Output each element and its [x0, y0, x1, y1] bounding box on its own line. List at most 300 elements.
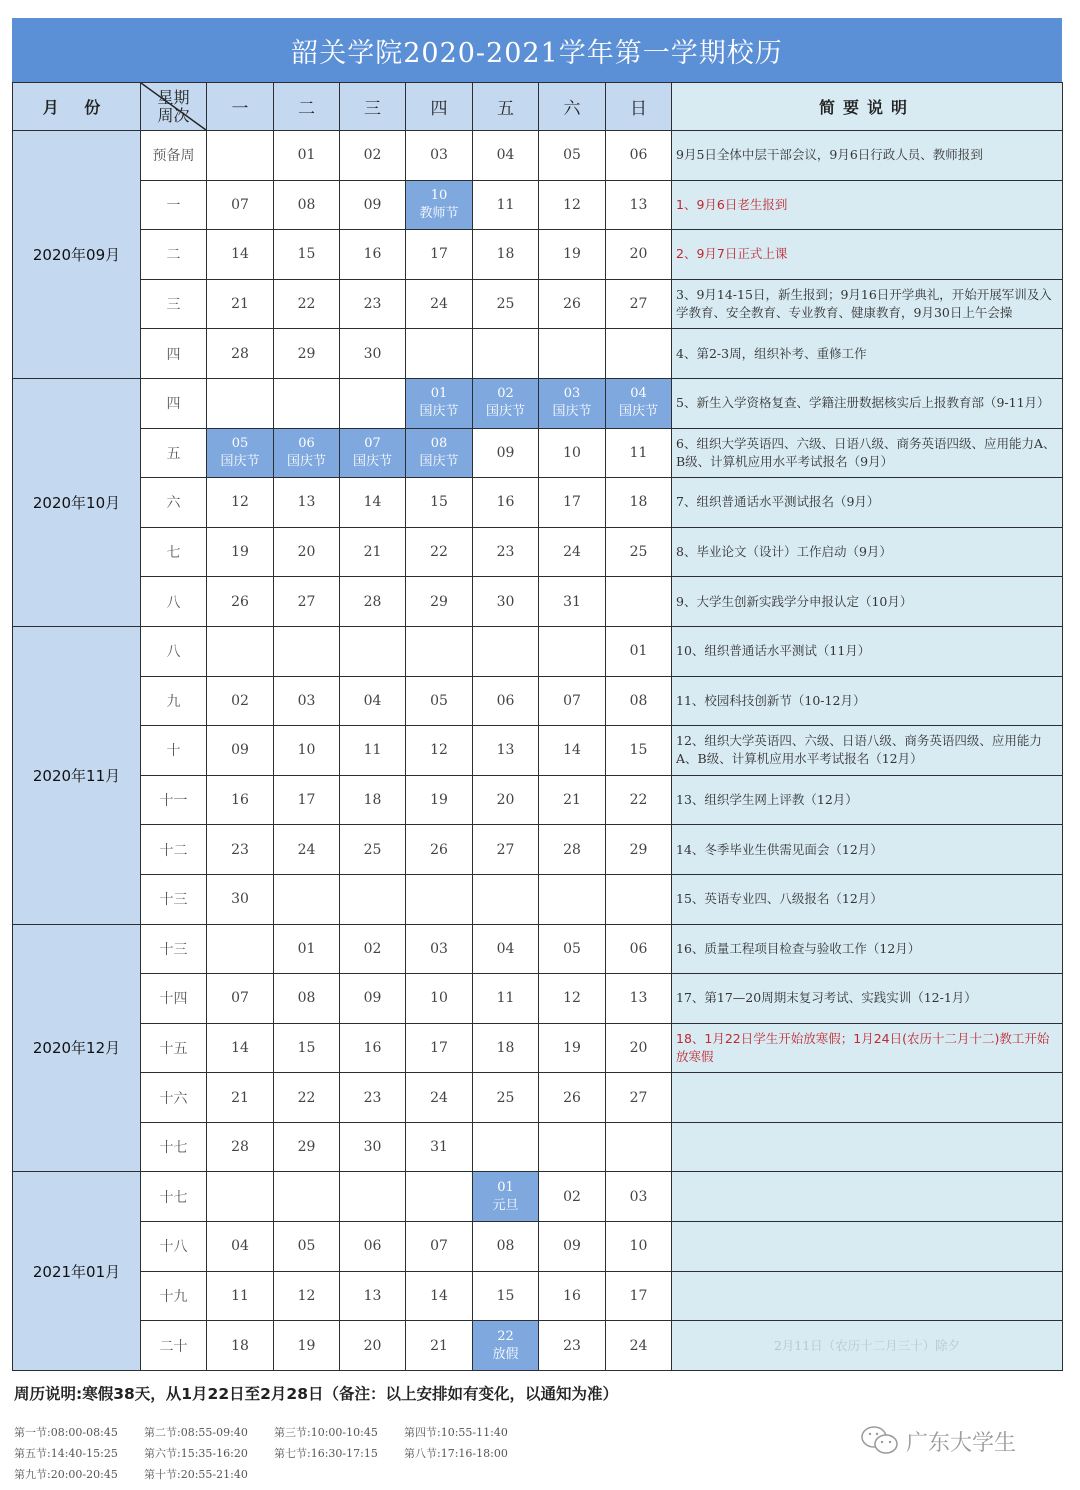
holiday-day-cell — [274, 428, 340, 478]
day-number: 09 — [363, 196, 382, 213]
day-cell — [606, 1122, 672, 1172]
day-cell — [606, 1172, 672, 1222]
day-cell — [606, 626, 672, 676]
header-weekday: 日 — [606, 83, 672, 131]
day-cell — [406, 1321, 473, 1371]
day-cell — [539, 676, 606, 726]
day-number: 17 — [629, 1287, 648, 1304]
day-number: 16 — [563, 1287, 581, 1304]
day-number: 09 — [563, 1238, 581, 1255]
day-number: 24 — [629, 1337, 648, 1354]
week-number: 二十 — [141, 1321, 207, 1371]
day-cell — [539, 924, 606, 974]
day-number: 25 — [363, 841, 382, 858]
header-weekday: 四 — [406, 83, 473, 131]
day-cell — [340, 378, 406, 428]
week-number: 四 — [141, 329, 207, 379]
day-number: 09 — [363, 990, 382, 1007]
day-cell — [606, 131, 672, 181]
day-number: 08 — [297, 196, 316, 213]
day-cell — [539, 527, 606, 577]
week-number: 十八 — [141, 1222, 207, 1272]
day-cell — [539, 428, 606, 478]
day-cell — [274, 378, 340, 428]
day-number: 18 — [496, 246, 515, 263]
week-row — [13, 974, 1063, 1024]
day-number: 09 — [496, 444, 515, 461]
day-cell — [539, 626, 606, 676]
week-number: 十三 — [141, 924, 207, 974]
day-number: 24 — [430, 1089, 448, 1106]
week-row — [13, 577, 1063, 627]
day-cell — [473, 775, 539, 825]
day-number: 01 — [297, 940, 316, 957]
day-cell — [207, 230, 274, 280]
day-cell — [340, 874, 406, 924]
day-number: 03 — [563, 386, 581, 402]
header-month: 月 份 — [13, 83, 141, 131]
header-description: 简要说明 — [672, 83, 1063, 131]
day-number: 06 — [629, 147, 648, 164]
week-row — [13, 131, 1063, 181]
day-number: 18 — [496, 1039, 515, 1056]
holiday-day-cell — [473, 1172, 539, 1222]
class-period: 第二节:08:55-09:40 — [144, 1426, 248, 1439]
day-number: 21 — [430, 1337, 448, 1354]
day-cell — [406, 230, 473, 280]
day-number: 14 — [363, 494, 382, 511]
day-cell — [473, 626, 539, 676]
day-cell — [406, 131, 473, 181]
day-number: 17 — [430, 1039, 448, 1056]
day-number: 24 — [563, 544, 581, 561]
day-cell — [539, 1122, 606, 1172]
week-row — [13, 230, 1063, 280]
day-cell — [274, 1073, 340, 1123]
day-number: 15 — [430, 494, 448, 511]
description-cell: 11、校园科技创新节（10-12月） — [672, 676, 1063, 726]
day-number: 07 — [563, 692, 581, 709]
day-cell — [340, 478, 406, 528]
holiday-day-cell — [340, 428, 406, 478]
day-number: 20 — [629, 1039, 648, 1056]
class-period: 第八节:17:16-18:00 — [404, 1447, 508, 1460]
description-cell: 15、英语专业四、八级报名（12月） — [672, 874, 1063, 924]
day-cell — [207, 924, 274, 974]
class-period: 第九节:20:00-20:45 — [14, 1468, 118, 1481]
holiday-day-cell — [207, 428, 274, 478]
week-row — [13, 626, 1063, 676]
day-cell — [274, 626, 340, 676]
day-cell — [606, 478, 672, 528]
class-period: 第一节:08:00-08:45 — [14, 1426, 118, 1439]
day-cell — [473, 924, 539, 974]
day-cell — [606, 329, 672, 379]
day-number: 07 — [231, 196, 249, 213]
holiday-label: 国庆节 — [352, 453, 392, 469]
week-row — [13, 1122, 1063, 1172]
day-cell — [340, 1073, 406, 1123]
day-number: 29 — [430, 593, 448, 610]
day-number: 28 — [231, 1139, 249, 1156]
month-label: 2020年11月 — [13, 626, 141, 924]
day-number: 15 — [297, 246, 316, 263]
week-row — [13, 1321, 1063, 1371]
day-cell — [406, 1073, 473, 1123]
day-number: 11 — [629, 444, 648, 461]
week-row — [13, 378, 1063, 428]
day-cell — [274, 279, 340, 329]
holiday-label: 国庆节 — [419, 404, 459, 420]
week-row — [13, 1073, 1063, 1123]
day-cell — [274, 180, 340, 230]
day-cell — [207, 1222, 274, 1272]
vacation-note: 周历说明:寒假38天，从1月22日至2月28日（备注：以上安排如有变化，以通知为准） — [14, 1385, 618, 1403]
day-number: 25 — [496, 1089, 515, 1106]
week-row — [13, 775, 1063, 825]
holiday-day-cell — [539, 378, 606, 428]
day-cell — [406, 329, 473, 379]
week-number: 十三 — [141, 874, 207, 924]
day-cell — [340, 131, 406, 181]
header-weeknum-label: 周次 — [157, 105, 190, 125]
week-row — [13, 874, 1063, 924]
header-weekday: 五 — [473, 83, 539, 131]
day-number: 23 — [363, 1089, 382, 1106]
day-cell — [606, 676, 672, 726]
day-cell — [473, 230, 539, 280]
description-cell: 9、大学生创新实践学分申报认定（10月） — [672, 577, 1063, 627]
week-number: 十二 — [141, 825, 207, 875]
holiday-label: 放假 — [492, 1346, 519, 1362]
week-row — [13, 279, 1063, 329]
day-cell — [606, 874, 672, 924]
day-number: 12 — [297, 1287, 316, 1304]
day-number: 31 — [563, 593, 581, 610]
day-number: 04 — [231, 1238, 249, 1255]
day-number: 31 — [430, 1139, 448, 1156]
day-cell — [406, 577, 473, 627]
day-number: 17 — [430, 246, 448, 263]
week-row — [13, 924, 1063, 974]
day-number: 05 — [430, 692, 448, 709]
day-number: 29 — [629, 841, 648, 858]
class-period: 第十节:20:55-21:40 — [144, 1468, 248, 1481]
day-cell — [539, 279, 606, 329]
day-number: 19 — [297, 1337, 316, 1354]
day-cell — [207, 1271, 274, 1321]
day-number: 24 — [297, 841, 316, 858]
week-number: 五 — [141, 428, 207, 478]
day-number: 05 — [231, 435, 249, 451]
calendar-body — [13, 131, 1063, 1371]
week-row — [13, 1023, 1063, 1073]
day-number: 22 — [297, 296, 316, 313]
description-cell — [672, 1271, 1063, 1321]
description-cell: 7、组织普通话水平测试报名（9月） — [672, 478, 1063, 528]
day-number: 06 — [496, 692, 515, 709]
day-number: 02 — [363, 147, 382, 164]
day-cell — [473, 478, 539, 528]
day-number: 07 — [231, 990, 249, 1007]
day-number: 30 — [363, 1139, 382, 1156]
day-cell — [539, 577, 606, 627]
day-number: 08 — [297, 990, 316, 1007]
day-cell — [539, 1073, 606, 1123]
holiday-day-cell — [473, 378, 539, 428]
day-cell — [274, 1122, 340, 1172]
day-number: 18 — [629, 494, 648, 511]
day-cell — [340, 180, 406, 230]
day-cell — [207, 378, 274, 428]
day-number: 21 — [231, 1089, 249, 1106]
day-number: 04 — [496, 147, 515, 164]
day-number: 14 — [231, 1039, 249, 1056]
day-cell — [473, 874, 539, 924]
header-row — [13, 83, 1063, 131]
header-weekday: 六 — [539, 83, 606, 131]
description-cell: 3、9月14-15日，新生报到；9月16日开学典礼，开始开展军训及入学教育、安全教育、专业教育、健康教育，9月30日上午会操 — [672, 279, 1063, 329]
day-number: 28 — [231, 345, 249, 362]
day-number: 22 — [497, 1328, 514, 1344]
day-cell — [606, 230, 672, 280]
day-cell — [473, 1122, 539, 1172]
holiday-label: 教师节 — [419, 205, 459, 221]
day-cell — [539, 726, 606, 776]
day-cell — [406, 924, 473, 974]
day-number: 12 — [563, 990, 581, 1007]
day-cell — [340, 676, 406, 726]
description-cell: 2、9月7日正式上课 — [672, 230, 1063, 280]
day-number: 26 — [430, 841, 448, 858]
day-number: 26 — [231, 593, 249, 610]
day-cell — [473, 1073, 539, 1123]
day-number: 04 — [496, 940, 515, 957]
description-cell — [672, 1073, 1063, 1123]
day-cell — [274, 1023, 340, 1073]
description-cell — [672, 1222, 1063, 1272]
day-cell — [606, 924, 672, 974]
day-number: 27 — [496, 841, 515, 858]
description-cell: 9月5日全体中层干部会议，9月6日行政人员、教师报到 — [672, 131, 1063, 181]
day-number: 26 — [563, 1089, 581, 1106]
week-number: 四 — [141, 378, 207, 428]
day-cell — [274, 974, 340, 1024]
week-row — [13, 1271, 1063, 1321]
day-cell — [406, 1222, 473, 1272]
period-row — [14, 1422, 534, 1443]
day-number: 06 — [298, 435, 315, 451]
day-number: 02 — [497, 386, 514, 402]
day-number: 14 — [430, 1287, 448, 1304]
day-number: 15 — [496, 1287, 515, 1304]
day-number: 22 — [297, 1089, 316, 1106]
day-number: 13 — [629, 990, 648, 1007]
day-number: 02 — [231, 692, 249, 709]
header-weekday: 二 — [274, 83, 340, 131]
day-cell — [539, 1271, 606, 1321]
day-number: 25 — [629, 544, 648, 561]
day-number: 16 — [496, 494, 515, 511]
day-cell — [473, 577, 539, 627]
day-number: 30 — [363, 345, 382, 362]
day-cell — [473, 527, 539, 577]
day-number: 19 — [563, 246, 581, 263]
day-number: 15 — [629, 742, 648, 759]
day-cell — [207, 1321, 274, 1371]
description-cell: 18、1月22日学生开始放寒假；1月24日(农历十二月十二)教工开始放寒假 — [672, 1023, 1063, 1073]
day-cell — [274, 230, 340, 280]
day-cell — [473, 1222, 539, 1272]
day-cell — [207, 626, 274, 676]
week-number: 九 — [141, 676, 207, 726]
week-row — [13, 1222, 1063, 1272]
day-number: 03 — [297, 692, 316, 709]
day-cell — [606, 974, 672, 1024]
description-cell: 17、第17—20周期末复习考试、实践实训（12-1月） — [672, 974, 1063, 1024]
description-cell — [672, 1172, 1063, 1222]
day-number: 22 — [430, 544, 448, 561]
day-number: 29 — [297, 1139, 316, 1156]
day-cell — [340, 726, 406, 776]
header-weekday: 三 — [340, 83, 406, 131]
description-cell: 14、冬季毕业生供需见面会（12月） — [672, 825, 1063, 875]
day-number: 01 — [430, 386, 448, 402]
day-cell — [274, 1172, 340, 1222]
period-row — [14, 1464, 534, 1485]
description-cell — [672, 1122, 1063, 1172]
month-label: 2020年12月 — [13, 924, 141, 1172]
day-number: 24 — [430, 296, 448, 313]
day-cell — [274, 726, 340, 776]
day-cell — [539, 874, 606, 924]
day-cell — [406, 1023, 473, 1073]
day-number: 12 — [231, 494, 249, 511]
day-number: 02 — [563, 1188, 581, 1205]
holiday-label: 国庆节 — [220, 453, 260, 469]
week-number: 三 — [141, 279, 207, 329]
day-number: 05 — [563, 147, 581, 164]
day-cell — [606, 726, 672, 776]
description-cell: 2月11日（农历十二月三十）除夕 — [672, 1321, 1063, 1371]
day-number: 21 — [563, 792, 581, 809]
day-cell — [207, 1122, 274, 1172]
day-number: 30 — [231, 891, 249, 908]
day-cell — [207, 329, 274, 379]
day-cell — [406, 874, 473, 924]
day-cell — [274, 131, 340, 181]
day-cell — [473, 726, 539, 776]
day-cell — [274, 924, 340, 974]
header-week-diagonal — [141, 83, 207, 131]
day-number: 04 — [630, 386, 647, 402]
day-cell — [606, 577, 672, 627]
day-number: 23 — [363, 296, 382, 313]
week-row — [13, 329, 1063, 379]
day-number: 04 — [363, 692, 382, 709]
day-number: 09 — [231, 742, 249, 759]
week-number: 七 — [141, 527, 207, 577]
holiday-label: 元旦 — [492, 1197, 519, 1213]
day-number: 14 — [563, 742, 581, 759]
day-number: 16 — [363, 246, 382, 263]
day-cell — [274, 527, 340, 577]
day-cell — [340, 626, 406, 676]
day-number: 19 — [430, 792, 448, 809]
school-calendar-table — [12, 82, 1063, 1371]
week-row — [13, 825, 1063, 875]
header-weekday: 一 — [207, 83, 274, 131]
day-cell — [406, 626, 473, 676]
week-number: 六 — [141, 478, 207, 528]
day-cell — [539, 775, 606, 825]
day-number: 21 — [231, 296, 249, 313]
holiday-label: 国庆节 — [618, 404, 658, 420]
day-cell — [406, 1172, 473, 1222]
day-cell — [539, 1172, 606, 1222]
day-cell — [406, 1122, 473, 1172]
day-cell — [274, 775, 340, 825]
day-number: 01 — [497, 1179, 514, 1195]
day-cell — [274, 1321, 340, 1371]
day-cell — [274, 478, 340, 528]
week-number: 预备周 — [141, 131, 207, 181]
day-cell — [473, 974, 539, 1024]
day-number: 29 — [297, 345, 316, 362]
day-cell — [473, 329, 539, 379]
day-number: 21 — [363, 544, 382, 561]
day-number: 01 — [629, 643, 648, 660]
week-row — [13, 478, 1063, 528]
day-number: 20 — [297, 544, 316, 561]
watermark-text: 广东大学生 — [906, 1430, 1017, 1456]
day-cell — [606, 180, 672, 230]
day-cell — [606, 428, 672, 478]
day-cell — [539, 1321, 606, 1371]
day-cell — [340, 1172, 406, 1222]
day-number: 20 — [629, 246, 648, 263]
day-cell — [340, 230, 406, 280]
day-number: 10 — [629, 1238, 648, 1255]
day-number: 20 — [496, 792, 515, 809]
day-cell — [606, 279, 672, 329]
day-cell — [539, 230, 606, 280]
day-cell — [606, 527, 672, 577]
day-cell — [207, 676, 274, 726]
holiday-label: 国庆节 — [286, 453, 326, 469]
day-number: 14 — [231, 246, 249, 263]
description-cell: 10、组织普通话水平测试（11月） — [672, 626, 1063, 676]
week-number: 十五 — [141, 1023, 207, 1073]
class-period: 第四节:10:55-11:40 — [404, 1426, 508, 1439]
day-number: 11 — [231, 1287, 249, 1304]
day-number: 19 — [231, 544, 249, 561]
day-cell — [207, 577, 274, 627]
day-number: 23 — [496, 544, 515, 561]
day-number: 27 — [297, 593, 316, 610]
class-period: 第五节:14:40-15:25 — [14, 1447, 118, 1460]
day-number: 03 — [430, 940, 448, 957]
day-cell — [473, 180, 539, 230]
day-number: 05 — [563, 940, 581, 957]
day-number: 06 — [629, 940, 648, 957]
day-number: 28 — [363, 593, 382, 610]
day-cell — [473, 131, 539, 181]
description-cell: 13、组织学生网上评教（12月） — [672, 775, 1063, 825]
day-cell — [473, 825, 539, 875]
day-cell — [340, 1222, 406, 1272]
day-cell — [274, 329, 340, 379]
